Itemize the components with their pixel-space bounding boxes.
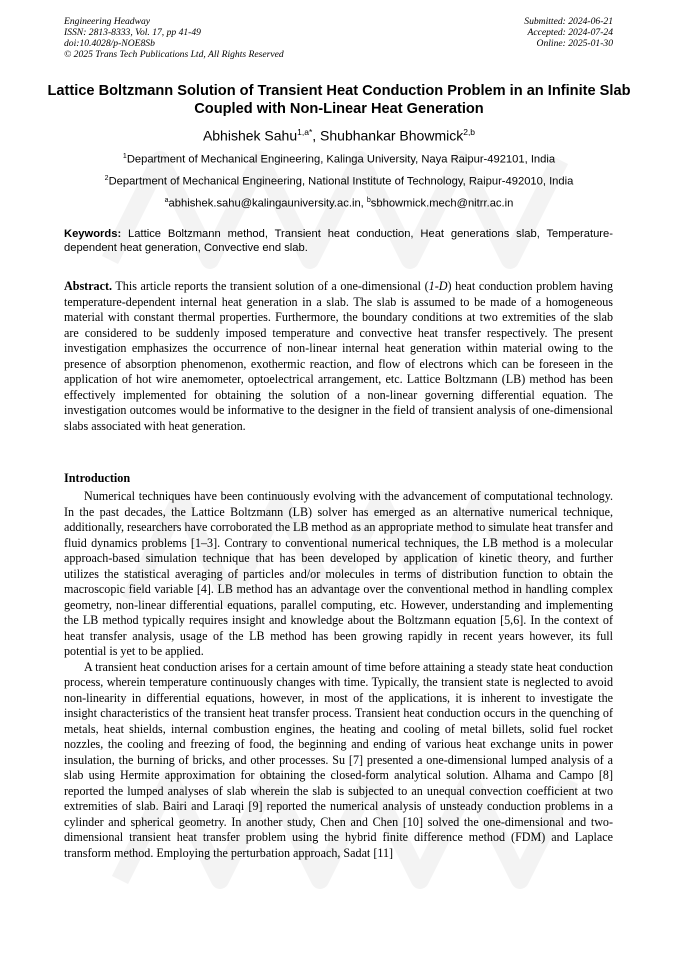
affiliation-1 — [40, 150, 638, 167]
journal-doi: doi:10.4028/p-NOE8Sb — [64, 38, 155, 49]
keywords-block — [64, 228, 613, 255]
abstract-italic: 1-D — [428, 279, 448, 293]
introduction-body — [64, 489, 613, 861]
online-date: Online: 2025-01-30 — [536, 38, 613, 49]
affiliation-text: Department of Mechanical Engineering, Kalinga University, Naya Raipur-492101, India — [126, 153, 556, 166]
affiliation-text: Department of Mechanical Engineering, National Institute of Technology, Raipur-492010, India — [108, 175, 574, 188]
section-heading: Introduction — [64, 471, 131, 485]
author-marker: 2,b — [463, 127, 476, 137]
paper-title: Lattice Boltzmann Solution of Transient Heat Conduction Problem in an Infinite Slab Coupled with Non-Linear Heat Generation — [47, 83, 631, 117]
paragraph: Numerical techniques have been continuously evolving with the advancement of computational technology. In the past decades, the Lattice Boltzmann (LB) solver has emerged as an alternative numerical technique, additionally, researchers have corroborated the LB method as an appropriate method to simulate heat transfer and fluid dynamics problems [1–3]. Contrary to conventional numerical techniques, the LB method is a molecular approach-based simulation technique that has been developed by application of kinetic theory, and further utilizes the statistical averaging of particles and/or molecules in terms of distribution function to obtain the macroscopic field variable [4]. LB method has an advantage over the conventional method in handling complex geometry, non-linear differential equations, parallel computing, etc. However, understanding and implementing the LB method typically requires insight and knowledge about the Boltzmann equation [5,6]. In the context of heat transfer analysis, usage of the LB method has been growing rapidly in recent years however, its full potential is yet to be applied. — [64, 489, 613, 658]
abstract-text: This article reports the transient solution of a one-dimensional ( — [112, 279, 429, 293]
abstract-text: ) heat conduction problem having temperature-dependent internal heat generation in a slab. The slab is assumed to be made of a homogeneous material with constant thermal properties. Furthermore, the boundary conditions at two extremities of the slab are considered to be suddenly imposed temperature and convective heat transfer respectively. The present investigation emphasizes the occurrence of non-linear internal heat generation within material owing to the presence of absorption phenomenon, exothermic reaction, and flow of electrons which can be foreseen in the application of hot wire anemometer, optoelectrical arrangement, etc. Lattice Boltzmann (LB) method has been effectively implemented for obtaining the solution of a non-linear governing differential equation. The investigation outcomes would be informative to the designer in the field of transient analysis of one-dimensional slabs associated with heat generation. — [64, 279, 614, 433]
author-marker: 1,a* — [297, 127, 313, 137]
affiliation-marker: 1 — [122, 153, 127, 160]
journal-name: Engineering Headway — [64, 16, 151, 27]
dates-info — [524, 16, 613, 49]
author-separator: , — [312, 127, 321, 144]
keywords-text: Lattice Boltzmann method, Transient heat conduction, Heat generations slab, Temperature-dependent heat generation, Convective end slab. — [64, 228, 613, 254]
abstract-block — [64, 279, 613, 434]
journal-info — [64, 16, 284, 60]
author-list — [40, 123, 638, 145]
email-marker: a — [164, 197, 169, 204]
affiliation-marker: 2 — [104, 175, 109, 182]
email-marker: b — [366, 197, 371, 204]
email-link[interactable]: abhishek.sahu@kalingauniversity.ac.in, — [168, 197, 367, 210]
author-name: Abhishek Sahu — [202, 127, 298, 144]
email-line — [40, 194, 638, 211]
keywords-label: Keywords: — [64, 228, 122, 240]
accepted-date: Accepted: 2024-07-24 — [527, 27, 613, 38]
journal-issn: ISSN: 2813-8333, Vol. 17, pp 41-49 — [64, 27, 201, 38]
author-name: Shubhankar Bhowmick — [320, 127, 464, 144]
submitted-date: Submitted: 2024-06-21 — [524, 16, 613, 27]
paragraph: A transient heat conduction arises for a certain amount of time before attaining a steady state heat conduction process, wherein temperature continuously changes with time. Typically, the transient state is neglected to avoid non-linearity in differential equations, however, in most of the applications, it is inherent to investigate the insight characteristics of the transient heat transfer process. Transient heat conduction occurs in the quenching of metals, heat shields, internal combustion engines, the heating and cooling of metal billets, solid fuel rocket nozzles, the cooling and freezing of food, the beginning and ending of various heat exchange units in power insulation, the burning of bricks, and other processes. Su [7] presented a one-dimensional lumped analysis of a slab using Hermite approximation for obtaining the closed-form analytical solution. Alhama and Campo [8] reported the lumped analyses of slab wherein the slab is subjected to an unequal convection coefficient at two extremities of slab. Bairi and Laraqi [9] reported the numerical analysis of unsteady conduction problems in a cylinder and spherical geometry. In another study, Chen and Chen [10] solved the one-dimensional and two-dimensional transient heat transfer problem using the hybrid finite difference method (FDM) and Laplace transform method. Employing the perturbation approach, Sadat [11] — [64, 659, 613, 860]
email-link[interactable]: sbhowmick.mech@nitrr.ac.in — [370, 197, 514, 210]
copyright-line: © 2025 Trans Tech Publications Ltd, All Rights Reserved — [64, 49, 284, 60]
abstract-label: Abstract. — [64, 279, 113, 293]
affiliation-2 — [40, 172, 638, 189]
